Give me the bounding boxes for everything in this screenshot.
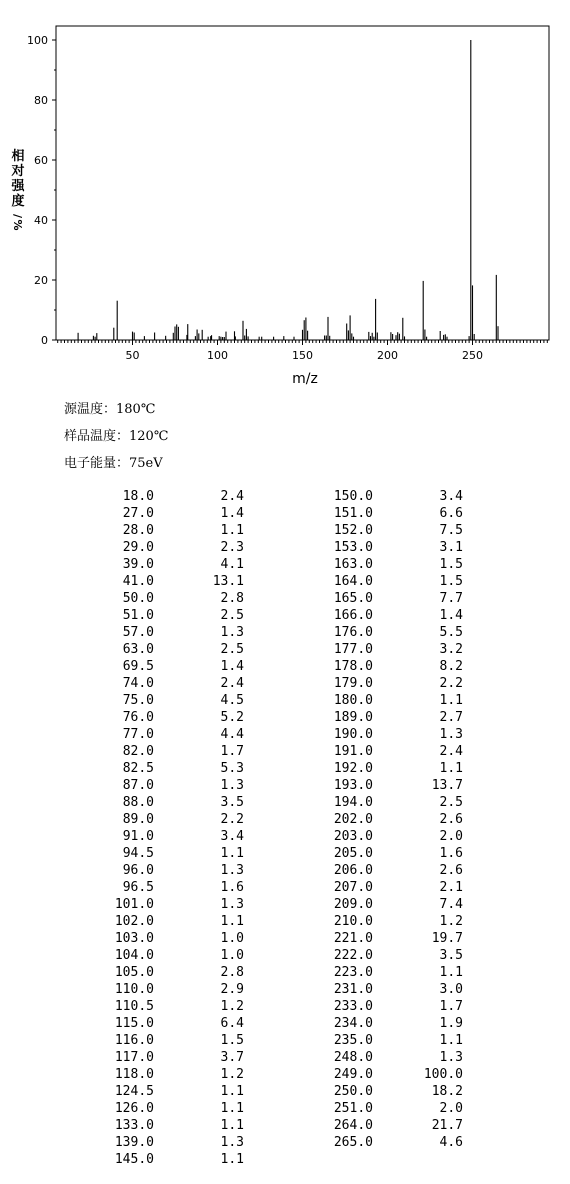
table-cell-intensity: 4.1 (220, 557, 244, 572)
table-cell-mz: 126.0 (114, 1101, 154, 1116)
table-cell-mz: 264.0 (333, 1118, 373, 1133)
table-cell-intensity: 3.2 (439, 642, 463, 657)
table-cell-intensity: 1.3 (439, 1050, 463, 1065)
table-cell-mz: 41.0 (122, 574, 154, 589)
y-tick-label: 20 (34, 274, 48, 287)
table-cell-mz: 203.0 (333, 829, 373, 844)
table-cell-mz: 50.0 (122, 591, 154, 606)
table-cell-intensity: 2.4 (439, 744, 463, 759)
table-cell-intensity: 1.1 (220, 914, 244, 929)
table-cell-intensity: 2.4 (220, 489, 244, 504)
table-cell-mz: 193.0 (333, 778, 373, 793)
electron-energy: 电子能量：75eV (64, 456, 163, 471)
table-cell-intensity: 3.5 (220, 795, 244, 810)
table-cell-intensity: 6.6 (439, 506, 463, 521)
table-cell-mz: 133.0 (114, 1118, 154, 1133)
table-cell-intensity: 3.1 (439, 540, 463, 555)
table-cell-mz: 223.0 (333, 965, 373, 980)
table-cell-mz: 63.0 (122, 642, 154, 657)
table-cell-intensity: 1.1 (220, 846, 244, 861)
table-cell-intensity: 1.3 (220, 625, 244, 640)
table-cell-intensity: 2.2 (439, 676, 463, 691)
table-cell-intensity: 13.7 (431, 778, 463, 793)
table-cell-mz: 178.0 (333, 659, 373, 674)
table-cell-intensity: 2.8 (220, 591, 244, 606)
table-cell-intensity: 2.5 (220, 608, 244, 623)
table-cell-mz: 139.0 (114, 1135, 154, 1150)
table-cell-mz: 39.0 (122, 557, 154, 572)
table-cell-mz: 94.5 (122, 846, 154, 861)
table-cell-intensity: 6.4 (220, 1016, 244, 1031)
table-cell-intensity: 5.5 (439, 625, 463, 640)
table-cell-intensity: 1.1 (220, 523, 244, 538)
table-cell-intensity: 21.7 (431, 1118, 463, 1133)
table-cell-mz: 88.0 (122, 795, 154, 810)
table-cell-mz: 235.0 (333, 1033, 373, 1048)
mass-spectrum-chart (0, 0, 570, 392)
table-cell-intensity: 2.9 (220, 982, 244, 997)
table-cell-intensity: 19.7 (431, 931, 463, 946)
table-cell-intensity: 7.7 (439, 591, 463, 606)
table-cell-intensity: 3.5 (439, 948, 463, 963)
table-cell-mz: 177.0 (333, 642, 373, 657)
table-cell-mz: 209.0 (333, 897, 373, 912)
table-cell-mz: 124.5 (114, 1084, 154, 1099)
table-cell-intensity: 13.1 (212, 574, 244, 589)
table-cell-mz: 18.0 (122, 489, 154, 504)
table-cell-intensity: 1.1 (439, 761, 463, 776)
table-cell-intensity: 1.1 (220, 1152, 244, 1167)
y-axis-label-char: 强 (11, 179, 25, 194)
table-cell-mz: 250.0 (333, 1084, 373, 1099)
table-cell-intensity: 1.1 (220, 1084, 244, 1099)
table-cell-mz: 189.0 (333, 710, 373, 725)
table-cell-mz: 207.0 (333, 880, 373, 895)
table-cell-mz: 82.5 (122, 761, 154, 776)
table-cell-intensity: 2.6 (439, 812, 463, 827)
table-cell-mz: 151.0 (333, 506, 373, 521)
y-tick-label: 0 (41, 334, 48, 347)
x-tick-label: 250 (462, 349, 483, 362)
table-cell-mz: 28.0 (122, 523, 154, 538)
table-cell-mz: 75.0 (122, 693, 154, 708)
table-cell-intensity: 8.2 (439, 659, 463, 674)
table-cell-mz: 251.0 (333, 1101, 373, 1116)
table-cell-mz: 118.0 (114, 1067, 154, 1082)
x-tick-label: 100 (207, 349, 228, 362)
x-axis-label: m/z (292, 371, 318, 387)
table-cell-intensity: 100.0 (423, 1067, 463, 1082)
table-cell-mz: 89.0 (122, 812, 154, 827)
table-cell-mz: 166.0 (333, 608, 373, 623)
table-cell-intensity: 1.7 (220, 744, 244, 759)
table-cell-mz: 248.0 (333, 1050, 373, 1065)
table-cell-mz: 153.0 (333, 540, 373, 555)
table-cell-intensity: 1.3 (220, 778, 244, 793)
table-cell-intensity: 7.5 (439, 523, 463, 538)
table-cell-mz: 77.0 (122, 727, 154, 742)
table-cell-mz: 82.0 (122, 744, 154, 759)
table-cell-mz: 74.0 (122, 676, 154, 691)
x-tick-label: 50 (125, 349, 140, 362)
table-cell-intensity: 4.6 (439, 1135, 463, 1150)
table-cell-mz: 249.0 (333, 1067, 373, 1082)
peak-table (0, 486, 570, 1176)
table-cell-intensity: 1.6 (220, 880, 244, 895)
table-cell-mz: 117.0 (114, 1050, 154, 1065)
table-cell-mz: 190.0 (333, 727, 373, 742)
table-cell-mz: 29.0 (122, 540, 154, 555)
y-tick-label: 100 (27, 34, 48, 47)
table-cell-intensity: 2.4 (220, 676, 244, 691)
table-cell-intensity: 2.1 (439, 880, 463, 895)
table-cell-intensity: 1.2 (220, 1067, 244, 1082)
table-cell-mz: 105.0 (114, 965, 154, 980)
table-cell-intensity: 3.4 (439, 489, 463, 504)
table-cell-intensity: 2.2 (220, 812, 244, 827)
table-cell-intensity: 1.3 (220, 863, 244, 878)
table-cell-mz: 205.0 (333, 846, 373, 861)
table-cell-mz: 103.0 (114, 931, 154, 946)
table-cell-intensity: 3.7 (220, 1050, 244, 1065)
table-cell-mz: 27.0 (122, 506, 154, 521)
table-cell-mz: 265.0 (333, 1135, 373, 1150)
y-axis-label-char: % (11, 219, 24, 231)
table-cell-mz: 91.0 (122, 829, 154, 844)
table-cell-intensity: 4.4 (220, 727, 244, 742)
table-cell-mz: 152.0 (333, 523, 373, 538)
table-cell-mz: 165.0 (333, 591, 373, 606)
y-axis-label-char: 相 (11, 149, 25, 164)
table-cell-intensity: 2.7 (439, 710, 463, 725)
table-cell-intensity: 1.3 (220, 1135, 244, 1150)
table-cell-intensity: 1.6 (439, 846, 463, 861)
table-cell-intensity: 1.4 (220, 506, 244, 521)
table-cell-mz: 76.0 (122, 710, 154, 725)
table-cell-intensity: 1.5 (439, 574, 463, 589)
y-axis-label (10, 148, 25, 231)
table-cell-intensity: 1.4 (220, 659, 244, 674)
table-cell-mz: 57.0 (122, 625, 154, 640)
y-tick-label: 40 (34, 214, 48, 227)
table-cell-mz: 96.0 (122, 863, 154, 878)
table-cell-mz: 233.0 (333, 999, 373, 1014)
table-cell-mz: 110.5 (114, 999, 154, 1014)
table-cell-intensity: 3.0 (439, 982, 463, 997)
table-cell-mz: 179.0 (333, 676, 373, 691)
table-cell-mz: 145.0 (114, 1152, 154, 1167)
table-cell-intensity: 1.5 (220, 1033, 244, 1048)
table-cell-intensity: 1.1 (439, 1033, 463, 1048)
table-cell-mz: 101.0 (114, 897, 154, 912)
table-cell-intensity: 3.4 (220, 829, 244, 844)
table-cell-mz: 51.0 (122, 608, 154, 623)
table-cell-intensity: 1.2 (439, 914, 463, 929)
source-temperature: 源温度：180℃ (64, 402, 156, 417)
x-tick-label: 200 (377, 349, 398, 362)
table-cell-mz: 102.0 (114, 914, 154, 929)
table-cell-intensity: 2.5 (220, 642, 244, 657)
table-cell-intensity: 7.4 (439, 897, 463, 912)
table-cell-intensity: 1.2 (220, 999, 244, 1014)
y-axis-label-char: 对 (11, 164, 25, 179)
table-cell-mz: 115.0 (114, 1016, 154, 1031)
table-cell-mz: 116.0 (114, 1033, 154, 1048)
table-cell-intensity: 1.3 (220, 897, 244, 912)
table-cell-mz: 176.0 (333, 625, 373, 640)
table-cell-mz: 87.0 (122, 778, 154, 793)
table-cell-intensity: 5.3 (220, 761, 244, 776)
table-cell-intensity: 1.9 (439, 1016, 463, 1031)
table-cell-intensity: 2.5 (439, 795, 463, 810)
table-cell-mz: 234.0 (333, 1016, 373, 1031)
table-cell-mz: 194.0 (333, 795, 373, 810)
table-cell-mz: 180.0 (333, 693, 373, 708)
y-tick-label: 80 (34, 94, 48, 107)
table-cell-mz: 231.0 (333, 982, 373, 997)
table-cell-intensity: 1.1 (439, 693, 463, 708)
table-cell-intensity: 1.3 (439, 727, 463, 742)
table-cell-mz: 210.0 (333, 914, 373, 929)
table-cell-intensity: 2.3 (220, 540, 244, 555)
table-cell-intensity: 1.1 (439, 965, 463, 980)
table-cell-mz: 202.0 (333, 812, 373, 827)
table-cell-mz: 164.0 (333, 574, 373, 589)
y-tick-label: 60 (34, 154, 48, 167)
table-cell-intensity: 1.0 (220, 931, 244, 946)
table-cell-mz: 192.0 (333, 761, 373, 776)
table-cell-intensity: 5.2 (220, 710, 244, 725)
table-cell-mz: 104.0 (114, 948, 154, 963)
y-axis-label-char: 度 (11, 194, 25, 209)
table-cell-mz: 206.0 (333, 863, 373, 878)
table-cell-intensity: 1.5 (439, 557, 463, 572)
table-cell-intensity: 18.2 (431, 1084, 463, 1099)
table-cell-mz: 163.0 (333, 557, 373, 572)
table-cell-mz: 222.0 (333, 948, 373, 963)
table-cell-mz: 96.5 (122, 880, 154, 895)
table-cell-intensity: 1.0 (220, 948, 244, 963)
table-cell-intensity: 2.0 (439, 829, 463, 844)
table-cell-mz: 191.0 (333, 744, 373, 759)
table-cell-intensity: 2.8 (220, 965, 244, 980)
plot-frame (56, 26, 549, 340)
table-cell-intensity: 1.1 (220, 1118, 244, 1133)
table-cell-mz: 69.5 (122, 659, 154, 674)
table-cell-intensity: 2.6 (439, 863, 463, 878)
y-axis-label-char: / (11, 213, 24, 219)
sample-temperature: 样品温度：120℃ (64, 429, 169, 444)
table-cell-intensity: 1.4 (439, 608, 463, 623)
table-cell-mz: 110.0 (114, 982, 154, 997)
x-tick-label: 150 (292, 349, 313, 362)
table-cell-mz: 221.0 (333, 931, 373, 946)
table-cell-mz: 150.0 (333, 489, 373, 504)
table-cell-intensity: 2.0 (439, 1101, 463, 1116)
table-cell-intensity: 4.5 (220, 693, 244, 708)
table-cell-intensity: 1.7 (439, 999, 463, 1014)
table-cell-intensity: 1.1 (220, 1101, 244, 1116)
